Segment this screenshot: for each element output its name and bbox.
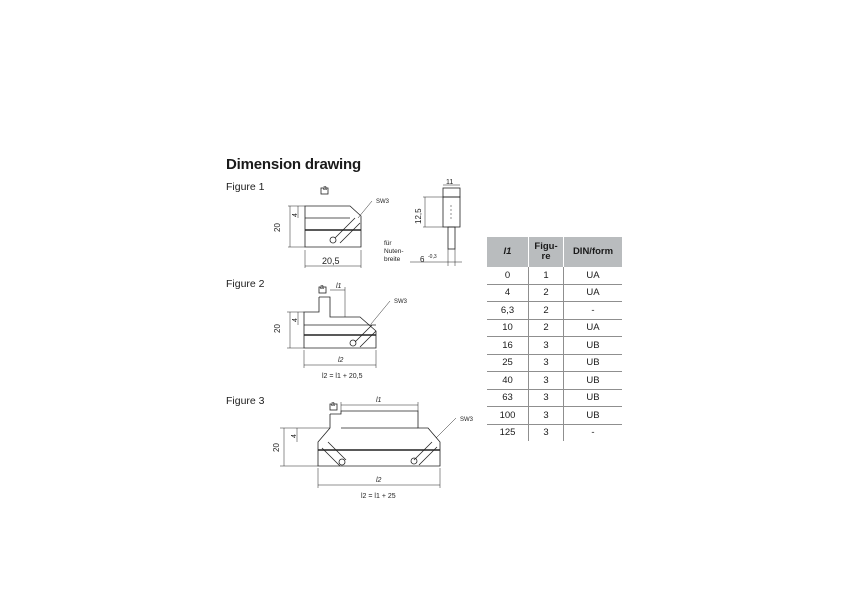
fig1-slot-tolerance: -0,3 — [428, 254, 437, 260]
table-row — [487, 389, 622, 407]
fig1-dim-step: 4 — [292, 213, 299, 217]
cell-figure: 1 — [529, 267, 564, 284]
fig2-a-marker: a — [320, 284, 324, 291]
fig3-wrench: SW3 — [460, 417, 474, 423]
figure-3-label: Figure 3 — [226, 395, 265, 407]
table-row — [487, 424, 622, 441]
figure-2-label: Figure 2 — [226, 278, 265, 290]
fig2-dim-step: 4 — [292, 318, 299, 322]
cell-l1: 125 — [499, 427, 516, 439]
cell-l1: 10 — [487, 319, 529, 337]
figure-3-drawing — [280, 402, 456, 488]
cell-din: UA — [564, 267, 623, 284]
fig1-slot-note-2: Nuten- — [384, 248, 404, 255]
cell-l1: 0 — [487, 267, 529, 284]
fig1-wrench: SW3 — [376, 199, 390, 205]
cell-din: UB — [564, 372, 623, 390]
cell-din: UB — [564, 354, 623, 372]
cell-figure: 3 — [529, 389, 564, 407]
cell-figure: 2 — [529, 302, 564, 320]
figure-1-label: Figure 1 — [226, 181, 265, 193]
cell-figure: 3 — [529, 372, 564, 390]
table-row — [487, 407, 622, 425]
cell-l1: 40 — [487, 372, 529, 390]
cell-din: - — [564, 424, 623, 441]
cell-din: UA — [564, 319, 623, 337]
table-row — [487, 354, 622, 372]
fig1-dim-height: 20 — [273, 223, 282, 232]
fig3-dim-height: 20 — [272, 443, 281, 452]
dimension-table — [487, 237, 622, 441]
cell-din: UB — [564, 389, 623, 407]
header-din-form: DIN/form — [564, 237, 623, 267]
header-figure: Figu- re — [529, 237, 564, 267]
fig3-dim-top: l1 — [376, 397, 382, 404]
cell-figure: 3 — [529, 337, 564, 355]
cell-figure: 3 — [529, 407, 564, 425]
fig1-side-top: 11 — [446, 179, 454, 186]
cell-din: UB — [564, 337, 623, 355]
fig2-dim-top: l1 — [336, 283, 342, 290]
fig3-dim-step: 4 — [291, 434, 298, 438]
cell-din: UB — [564, 407, 623, 425]
table-header-row — [487, 237, 622, 267]
cell-l1: 16 — [487, 337, 529, 355]
cell-l1: 100 — [487, 407, 529, 425]
fig3-dim-bottom: l2 — [376, 477, 382, 484]
table-row — [487, 337, 622, 355]
cell-figure: 3 — [529, 354, 564, 372]
cell-figure: 3 — [529, 424, 564, 441]
table-row — [487, 372, 622, 390]
table-row — [487, 284, 622, 302]
fig1-a-marker: a — [323, 185, 327, 192]
fig2-wrench: SW3 — [394, 299, 408, 305]
fig1-slot-value: 6 — [420, 255, 425, 264]
fig2-dim-bottom: l2 — [338, 357, 344, 364]
fig3-formula: l2 = l1 + 25 — [361, 493, 396, 500]
cell-figure: 2 — [529, 284, 564, 302]
page-title: Dimension drawing — [226, 156, 361, 173]
cell-l1: 25 — [487, 354, 529, 372]
fig1-dim-width: 20,5 — [322, 256, 340, 266]
cell-l1: 4 — [487, 284, 529, 302]
fig1-slot-note-3: breite — [384, 256, 401, 263]
table-row — [487, 302, 622, 320]
cell-l1: 63 — [487, 389, 529, 407]
fig1-side-height: 12,5 — [414, 208, 423, 224]
cell-din: UA — [564, 284, 623, 302]
figure-2-drawing — [287, 287, 390, 368]
table-row — [487, 267, 622, 284]
cell-l1: 6,3 — [487, 302, 529, 320]
header-l1: l1 — [487, 237, 529, 267]
fig2-formula: l2 = l1 + 20,5 — [322, 373, 363, 380]
fig1-slot-note-1: für — [384, 240, 392, 247]
cell-din: - — [564, 302, 623, 320]
fig2-dim-height: 20 — [273, 324, 282, 333]
table-row — [487, 319, 622, 337]
fig3-a-marker: a — [331, 401, 335, 408]
cell-figure: 2 — [529, 319, 564, 337]
